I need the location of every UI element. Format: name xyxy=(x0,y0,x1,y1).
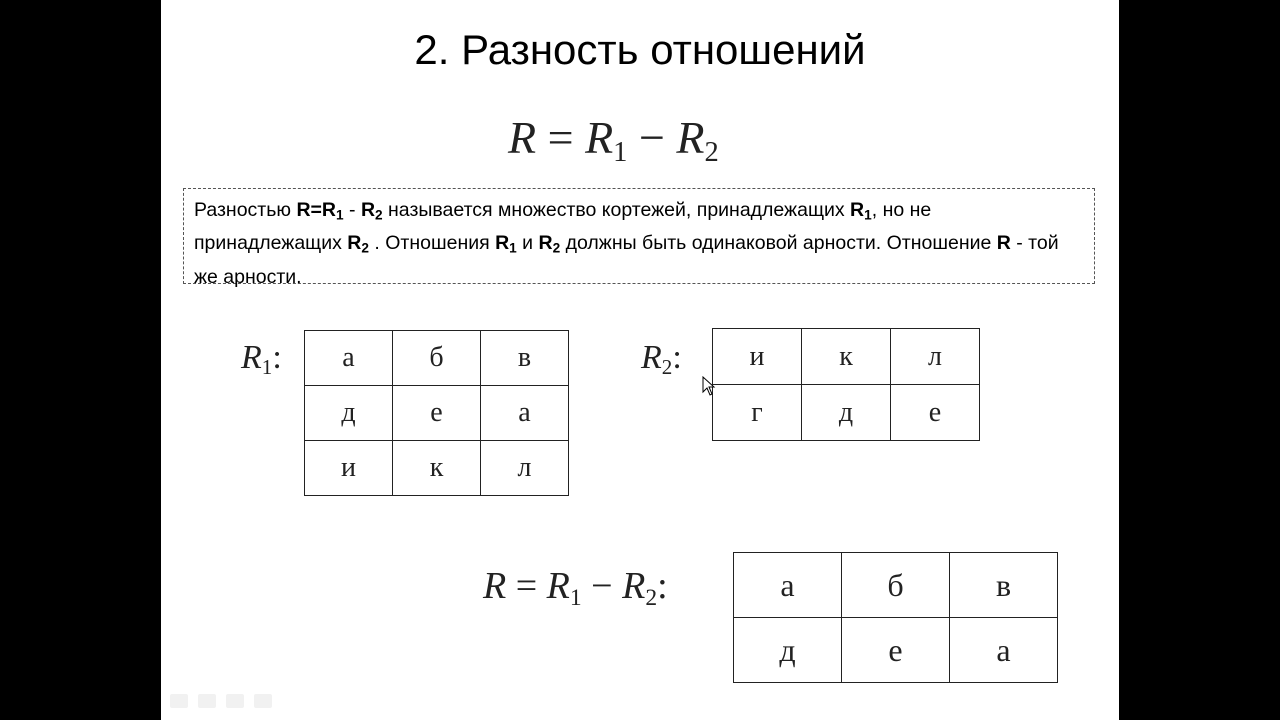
r2-label: R2: xyxy=(641,339,682,379)
pen-icon[interactable] xyxy=(198,694,216,708)
table-row xyxy=(734,553,1058,618)
table-cell: д xyxy=(802,385,891,441)
table-row xyxy=(305,331,569,386)
table-cell: к xyxy=(393,441,481,496)
table-cell: и xyxy=(305,441,393,496)
r2-table xyxy=(712,328,980,441)
result-table xyxy=(733,552,1058,683)
r1-table xyxy=(304,330,569,496)
table-cell: а xyxy=(305,331,393,386)
slide xyxy=(161,0,1119,720)
table-cell: а xyxy=(481,386,569,441)
definition-box: Разностью R=R1 - R2 называется множество кортежей, принадлежащих R1, но не принадлежащих R2 . Отношения R1 и R2 должны быть одинаковой арности. Отношение R - той же арности. xyxy=(183,188,1095,284)
table-cell: в xyxy=(950,553,1058,618)
table-cell: г xyxy=(713,385,802,441)
table-cell: б xyxy=(393,331,481,386)
table-cell: е xyxy=(393,386,481,441)
table-cell: л xyxy=(891,329,980,385)
table-cell: в xyxy=(481,331,569,386)
table-row xyxy=(305,441,569,496)
table-cell: д xyxy=(734,618,842,683)
table-cell: б xyxy=(842,553,950,618)
table-cell: е xyxy=(891,385,980,441)
table-row xyxy=(734,618,1058,683)
difference-formula: R = R1 − R2 xyxy=(508,112,719,168)
table-cell: д xyxy=(305,386,393,441)
mouse-cursor-icon xyxy=(702,376,716,396)
table-cell: к xyxy=(802,329,891,385)
menu-icon[interactable] xyxy=(226,694,244,708)
table-cell: е xyxy=(842,618,950,683)
table-cell: а xyxy=(734,553,842,618)
table-cell: и xyxy=(713,329,802,385)
next-slide-icon[interactable] xyxy=(254,694,272,708)
table-row xyxy=(305,386,569,441)
table-cell: а xyxy=(950,618,1058,683)
slide-navigation xyxy=(170,694,272,708)
r1-label: R1: xyxy=(241,339,282,379)
previous-slide-icon[interactable] xyxy=(170,694,188,708)
result-label: R = R1 − R2: xyxy=(483,565,668,611)
table-row xyxy=(713,329,980,385)
table-row xyxy=(713,385,980,441)
table-cell: л xyxy=(481,441,569,496)
slide-title: 2. Разность отношений xyxy=(414,26,866,73)
